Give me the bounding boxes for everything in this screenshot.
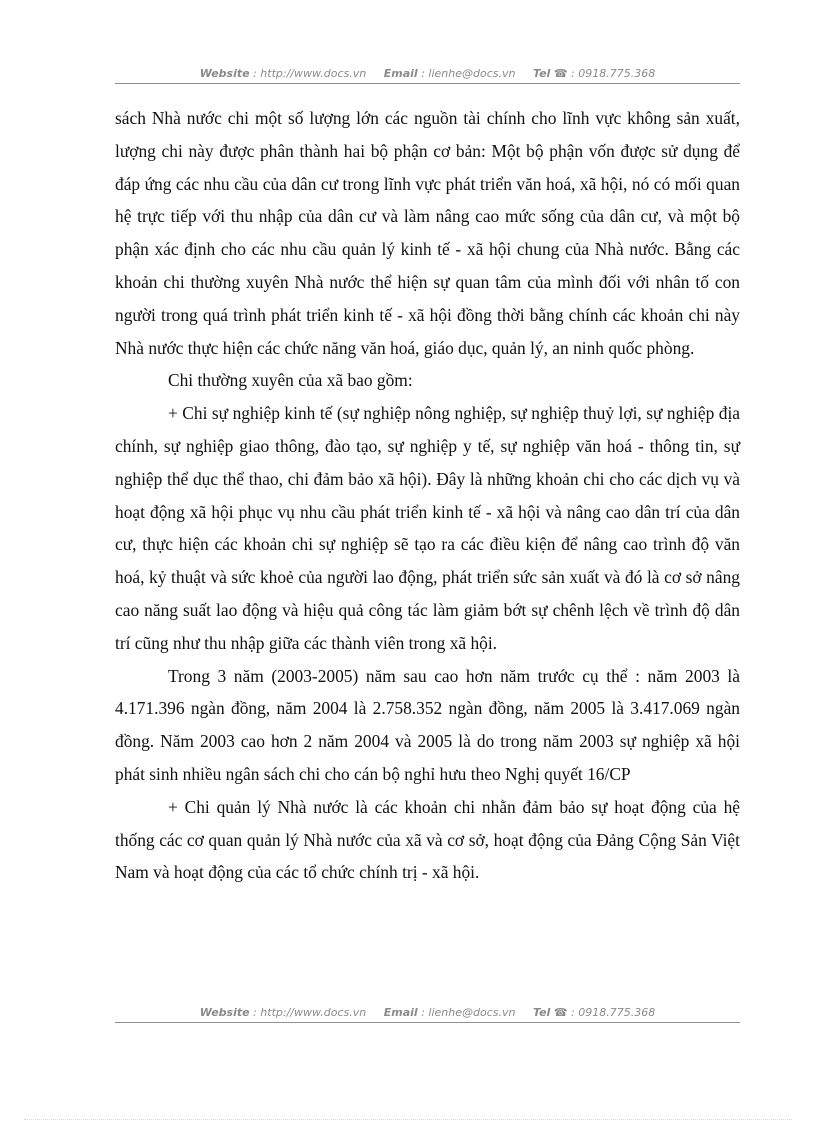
header-website-label: Website <box>199 67 250 80</box>
paragraph-3: + Chi sự nghiệp kinh tế (sự nghiệp nông nghiệp, sự nghiệp thuỷ lợi, sự nghiệp địa chính, sự nghiệp giao thông, đào tạo, sự nghiệp y tế, sự nghiệp văn hoá - thông tin, sự nghiệp thể dục thể thao, chi đảm bảo xã hội). Đây là những khoản chi cho các dịch vụ và hoạt động xã hội phục vụ nhu cầu phát triển kinh tế - xã hội và nâng cao dân trí của dân cư, thực hiện các khoản chi sự nghiệp sẽ tạo ra các điều kiện để nâng cao trình độ văn hoá, kỷ thuật và sức khoẻ của người lao động, phát triển sức sản xuất và đó là cơ sở nâng cao năng suất lao động và hiệu quả công tác làm giảm bớt sự chênh lệch về trình độ dân trí cũng như thu nhập giữa các thành viên trong xã hội. <box>115 403 740 653</box>
page-footer <box>115 1006 740 1020</box>
footer-email-label: Email <box>383 1006 418 1019</box>
phone-icon: ☎ <box>553 1006 568 1019</box>
phone-icon: ☎ <box>553 67 568 80</box>
paragraph-2: Chi thường xuyên của xã bao gồm: <box>168 370 413 391</box>
footer-website-value: : http://www.docs.vn <box>253 1006 367 1019</box>
footer-website-label: Website <box>199 1006 250 1019</box>
header-divider <box>115 83 740 84</box>
header-tel-value: : 0918.775.368 <box>571 67 656 80</box>
footer-tel-label: Tel <box>532 1006 551 1019</box>
header-email-label: Email <box>383 67 418 80</box>
footer-tel-value: : 0918.775.368 <box>571 1006 656 1019</box>
document-body <box>115 102 740 889</box>
header-website-value: : http://www.docs.vn <box>253 67 367 80</box>
header-tel-label: Tel <box>532 67 551 80</box>
page-edge-divider <box>24 1119 792 1120</box>
paragraph-5: + Chi quản lý Nhà nước là các khoản chi nhằn đảm bảo sự hoạt động của hệ thống các cơ quan quản lý Nhà nước của xã và cơ sở, hoạt động của Đảng Cộng Sản Việt Nam và hoạt động của các tổ chức chính trị - xã hội. <box>115 796 740 883</box>
page-header <box>115 67 740 81</box>
paragraph-1: sách Nhà nước chi một số lượng lớn các nguồn tài chính cho lĩnh vực không sản xuất, lượng chi này được phân thành hai bộ phận cơ bản: Một bộ phận vốn được sử dụng để đáp ứng các nhu cầu của dân cư trong lĩnh vực phát triển văn hoá, xã hội, nó có mối quan hệ trực tiếp với thu nhập của dân cư và làm nâng cao mức sống của dân cư, và một bộ phận xác định cho các nhu cầu quản lý kinh tế - xã hội chung của Nhà nước. Bằng các khoản chi thường xuyên Nhà nước thể hiện sự quan tâm của mình đối với nhân tố con người trong quá trình phát triển kinh tế - xã hội đồng thời bằng chính các khoản chi này Nhà nước thực hiện các chức năng văn hoá, giáo dục, quản lý, an ninh quốc phòng. <box>115 108 740 358</box>
footer-email-value: : lienhe@docs.vn <box>421 1006 516 1019</box>
header-email-value: : lienhe@docs.vn <box>421 67 516 80</box>
paragraph-4: Trong 3 năm (2003-2005) năm sau cao hơn năm trước cụ thể : năm 2003 là 4.171.396 ngàn đồng, năm 2004 là 2.758.352 ngàn đồng, năm 2005 là 3.417.069 ngàn đồng. Năm 2003 cao hơn 2 năm 2004 và 2005 là do trong năm 2003 sự nghiệp xã hội phát sinh nhiều ngân sách chi cho cán bộ nghỉ hưu theo Nghị quyết 16/CP <box>115 665 740 784</box>
footer-divider <box>115 1022 740 1023</box>
